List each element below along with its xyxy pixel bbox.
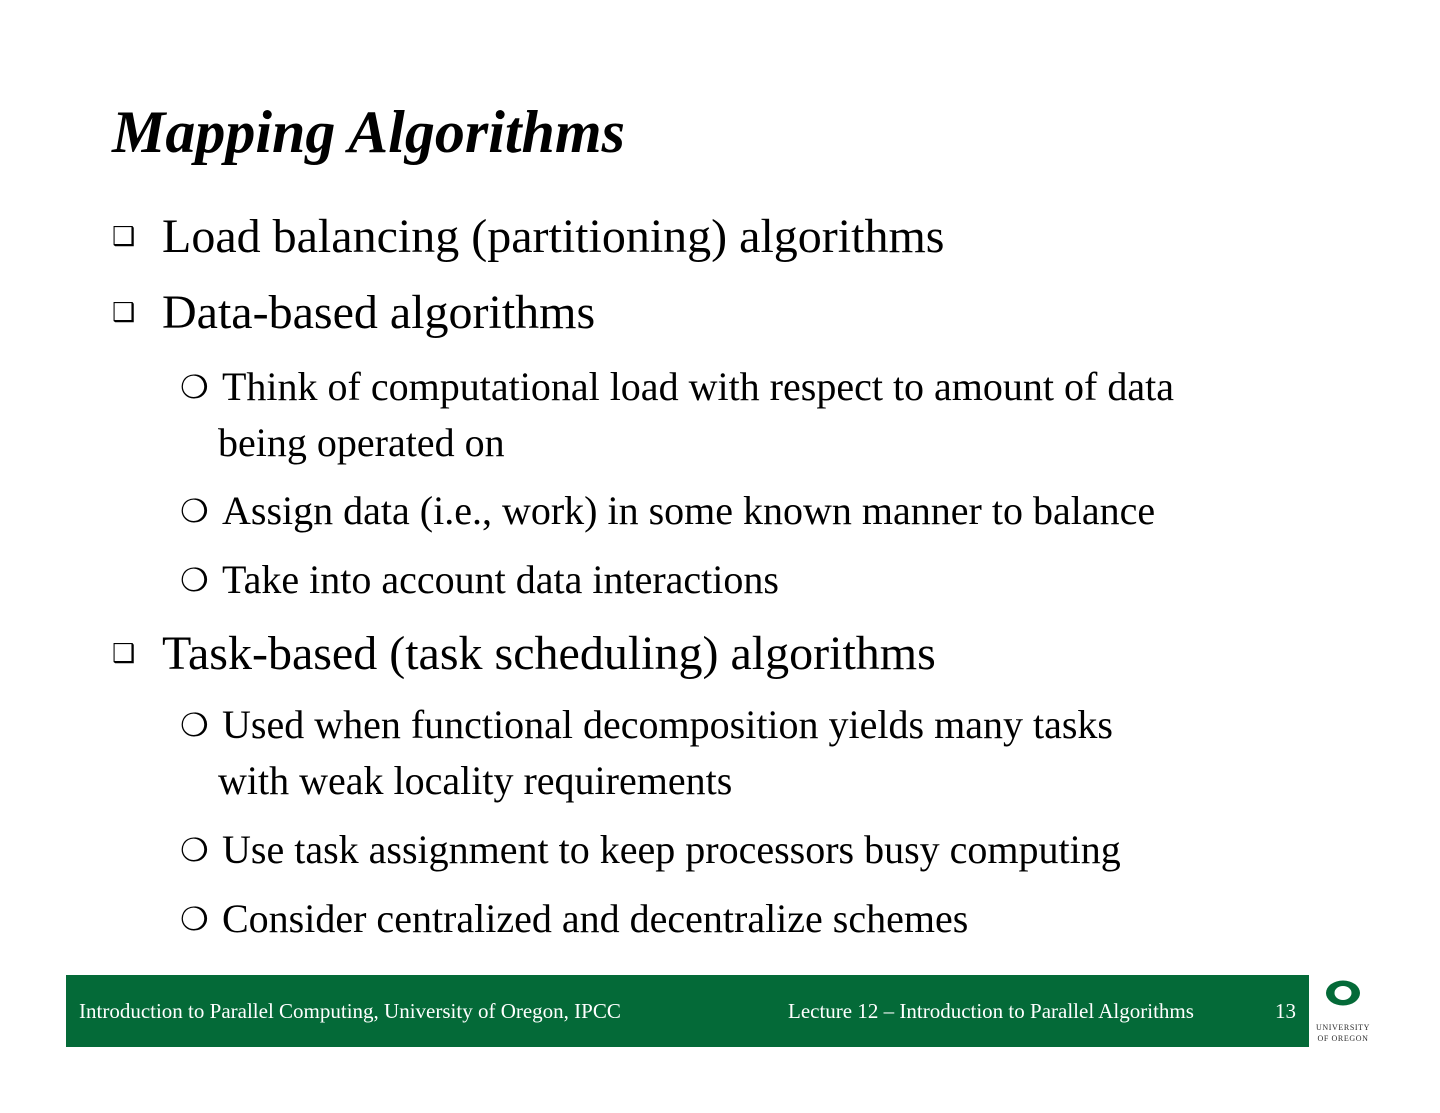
sub-bullet-task-assignment [180,822,1380,878]
logo-text-of-oregon: OF OREGON [1317,1034,1369,1043]
sub-bullet-text: Use task assignment to keep processors busy computing [222,827,1121,872]
sub-bullet-text-line2: with weak locality requirements [218,758,733,803]
logo-text-university: UNIVERSITY [1316,1023,1370,1032]
bullet-text: Task-based (task scheduling) algorithms [162,627,936,680]
bullet-text: Load balancing (partitioning) algorithms [162,210,945,263]
sub-bullet-text: Assign data (i.e., work) in some known manner to balance [222,488,1156,533]
sub-bullet-text: Consider centralized and decentralize schemes [222,896,969,941]
sub-bullet-text-line1: Used when functional decomposition yields many tasks [222,702,1113,747]
sub-bullet-text-line1: Think of computational load with respect to amount of data [222,364,1174,409]
sub-bullet-centralized-schemes [180,891,1380,947]
bullet-text: Data-based algorithms [162,286,596,339]
circle-bullet-icon: ❍ [180,707,209,743]
sub-bullet-data-interactions [180,552,1380,608]
bullet-data-based [112,285,595,345]
slide-footer [66,975,1309,1047]
bullet-load-balancing [112,209,944,269]
university-of-oregon-logo [1310,975,1376,1047]
square-bullet-icon: ❑ [112,221,136,251]
circle-bullet-icon: ❍ [180,562,209,598]
square-bullet-icon: ❑ [112,638,136,668]
square-bullet-icon: ❑ [112,297,136,327]
footer-course-title: Introduction to Parallel Computing, University of Oregon, IPCC [79,999,621,1023]
circle-bullet-icon: ❍ [180,832,209,868]
circle-bullet-icon: ❍ [180,369,209,405]
sub-bullet-text: Take into account data interactions [222,557,779,602]
footer-lecture-title: Lecture 12 – Introduction to Parallel Algorithms [788,999,1194,1023]
sub-bullet-think-of-load [180,359,1380,471]
circle-bullet-icon: ❍ [180,493,209,529]
page-number: 13 [1275,999,1296,1023]
sub-bullet-assign-data [180,483,1380,539]
oregon-o-icon [1324,979,1362,1007]
slide-title: Mapping Algorithms [112,99,625,165]
sub-bullet-text-line2: being operated on [218,420,505,465]
bullet-task-based [112,626,936,686]
circle-bullet-icon: ❍ [180,901,209,937]
sub-bullet-functional-decomposition [180,697,1380,809]
